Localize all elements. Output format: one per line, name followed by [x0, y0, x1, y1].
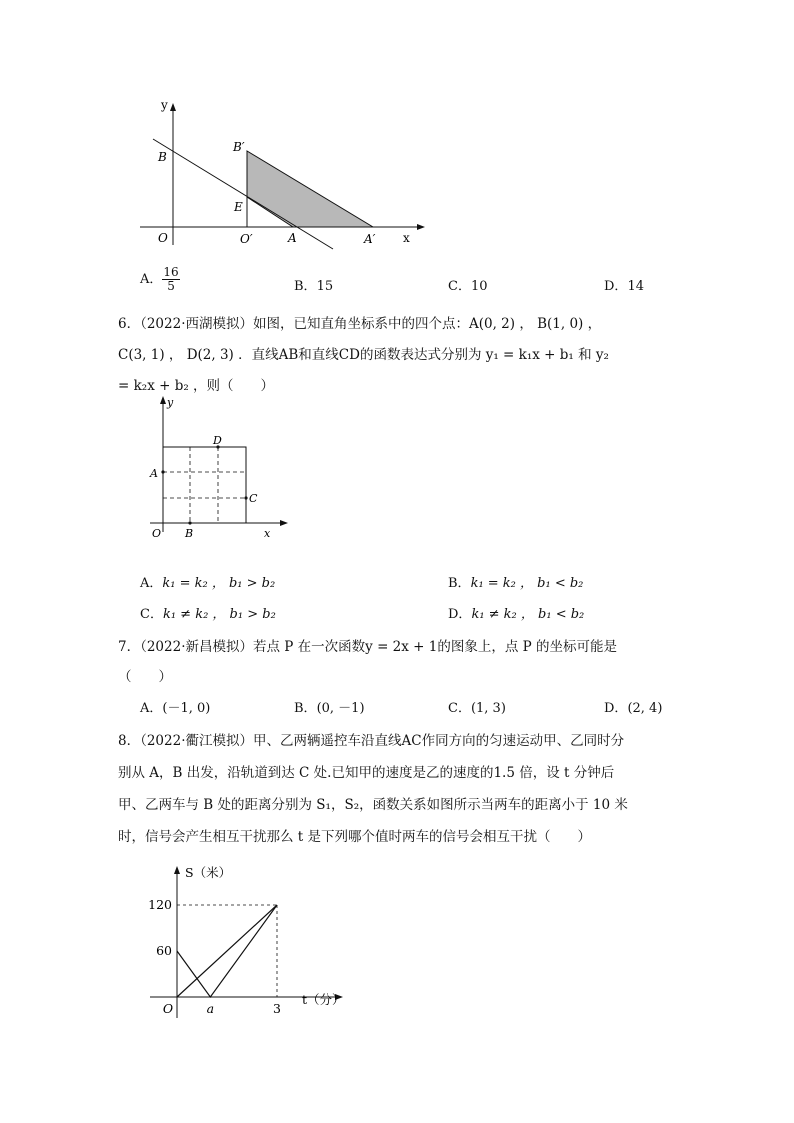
q6-option-c-letter: C． — [140, 607, 163, 622]
q5-x-arrow — [417, 224, 425, 230]
q5-label-Bp: B′ — [233, 140, 245, 154]
q7-line-2: （ ） — [118, 669, 172, 685]
q7-option-a-letter: A． — [140, 701, 163, 716]
q7-option-c-letter: C． — [448, 701, 471, 716]
q6-option-a[interactable] — [140, 572, 275, 591]
q6-option-d-letter: D． — [448, 607, 472, 622]
q8-line-2: 别从 A，B 出发，沿轨道到达 C 处.已知甲的速度是乙的速度的1.5 倍，设 t 分钟后 — [118, 765, 615, 781]
q5-option-a-letter: A． — [140, 272, 163, 287]
q8-chart — [140, 858, 370, 1023]
q6-figure — [140, 392, 290, 542]
q5-label-B: B — [158, 150, 167, 164]
q6-option-a-text: k₁ = k₂ ， b₁ > b₂ — [162, 576, 276, 591]
q8-xlabel: t（分） — [302, 992, 345, 1007]
q5-option-a[interactable] — [140, 266, 180, 293]
q6-point-C — [244, 496, 247, 499]
q7-option-b-letter: B． — [294, 701, 317, 716]
q6-option-c-text: k₁ ≠ k₂ ， b₁ > b₂ — [162, 607, 276, 622]
q7-option-c[interactable] — [448, 697, 506, 716]
q7-option-b-text: (0, －1) — [316, 701, 365, 716]
q6-line-1: 6．（2022·西湖模拟）如图，已知直角坐标系中的四个点：A(0, 2) ， B(1, 0) ， — [118, 316, 602, 332]
q5-y-arrow — [170, 103, 176, 111]
q6-line-3: = k₂x + b₂ ，则（ ） — [118, 378, 275, 394]
q5-option-c-text: 10 — [470, 279, 488, 294]
q6-label-y: y — [167, 396, 174, 409]
q8-series-line-2 — [177, 905, 277, 997]
q5-figure — [135, 95, 435, 250]
q5-option-b[interactable] — [294, 275, 333, 294]
q6-option-d[interactable] — [448, 603, 584, 622]
q8-ylabel: S（米） — [185, 865, 232, 880]
q5-option-a-numerator: 16 — [163, 265, 179, 279]
q5-option-c-letter: C． — [448, 279, 471, 294]
q7-option-a[interactable] — [140, 697, 210, 716]
q7-option-d-text: (2, 4) — [627, 701, 663, 716]
q5-option-d-text: 14 — [627, 279, 644, 294]
q6-option-b[interactable] — [448, 572, 583, 591]
q6-label-D: D — [213, 434, 222, 447]
q5-label-Op: O′ — [240, 232, 253, 246]
q6-point-A — [161, 470, 164, 473]
q5-label-y: y — [161, 98, 168, 112]
q6-option-c[interactable] — [140, 603, 276, 622]
q6-x-arrow — [280, 520, 288, 526]
q6-label-B: B — [185, 527, 194, 540]
q6-label-O: O — [152, 527, 162, 540]
q6-option-b-text: k₁ = k₂ ， b₁ < b₂ — [470, 576, 584, 591]
q7-option-a-text: (－1, 0) — [162, 701, 211, 716]
q8-xtick-label: 3 — [273, 1001, 281, 1016]
q7-option-d[interactable] — [604, 697, 662, 716]
q6-label-C: C — [249, 492, 258, 505]
q7-line-1: 7．（2022·新昌模拟）若点 P 在一次函数y = 2x + 1的图象上，点 P 的坐标可能是 — [118, 639, 618, 655]
q6-option-d-text: k₁ ≠ k₂ ， b₁ < b₂ — [471, 607, 585, 622]
q5-option-c[interactable] — [448, 275, 488, 294]
q6-option-a-letter: A． — [140, 576, 163, 591]
q5-option-a-fraction — [162, 266, 179, 293]
q5-label-Ap: A′ — [364, 232, 376, 246]
q5-label-x: x — [403, 231, 410, 245]
q8-line-4: 时，信号会产生相互干扰那么 t 是下列哪个值时两车的信号会相互干扰（ ） — [118, 829, 592, 845]
q6-y-arrow — [160, 396, 166, 404]
q5-label-A: A — [288, 231, 297, 245]
q6-point-B — [188, 521, 191, 524]
q5-option-d-letter: D． — [604, 279, 628, 294]
q7-option-b[interactable] — [294, 697, 365, 716]
q8-ytick-label: 120 — [148, 897, 172, 912]
q8-xtick-label: O — [162, 1001, 174, 1016]
q6-label-A: A — [150, 467, 158, 480]
q5-option-b-letter: B． — [294, 279, 317, 294]
q5-label-E: E — [234, 200, 243, 214]
q5-label-O: O — [158, 231, 168, 245]
q8-xtick-label: a — [206, 1001, 215, 1016]
q8-line-3: 甲、乙两车与 B 处的距离分别为 S₁，S₂，函数关系如图所示当两车的距离小于 10 米 — [118, 797, 628, 813]
q5-option-d[interactable] — [604, 275, 644, 294]
q6-label-x: x — [264, 527, 271, 540]
q8-ytick-label: 60 — [156, 943, 172, 958]
q6-grid-border — [163, 447, 246, 523]
q5-option-b-text: 15 — [316, 279, 334, 294]
q5-shaded-region — [247, 151, 373, 227]
q7-option-c-text: (1, 3) — [470, 701, 506, 716]
q6-line-2: C(3, 1) ， D(2, 3) ．直线AB和直线CD的函数表达式分别为 y₁ = k₁x + b₁ 和 y₂ — [118, 347, 609, 363]
q8-y-arrow — [174, 866, 180, 874]
q8-line-1: 8．（2022·衢江模拟）甲、乙两辆遥控车沿直线AC作同方向的匀速运动甲、乙同时分 — [118, 733, 625, 749]
q6-option-b-letter: B． — [448, 576, 471, 591]
q7-option-d-letter: D． — [604, 701, 628, 716]
q5-option-a-denominator: 5 — [167, 279, 175, 293]
